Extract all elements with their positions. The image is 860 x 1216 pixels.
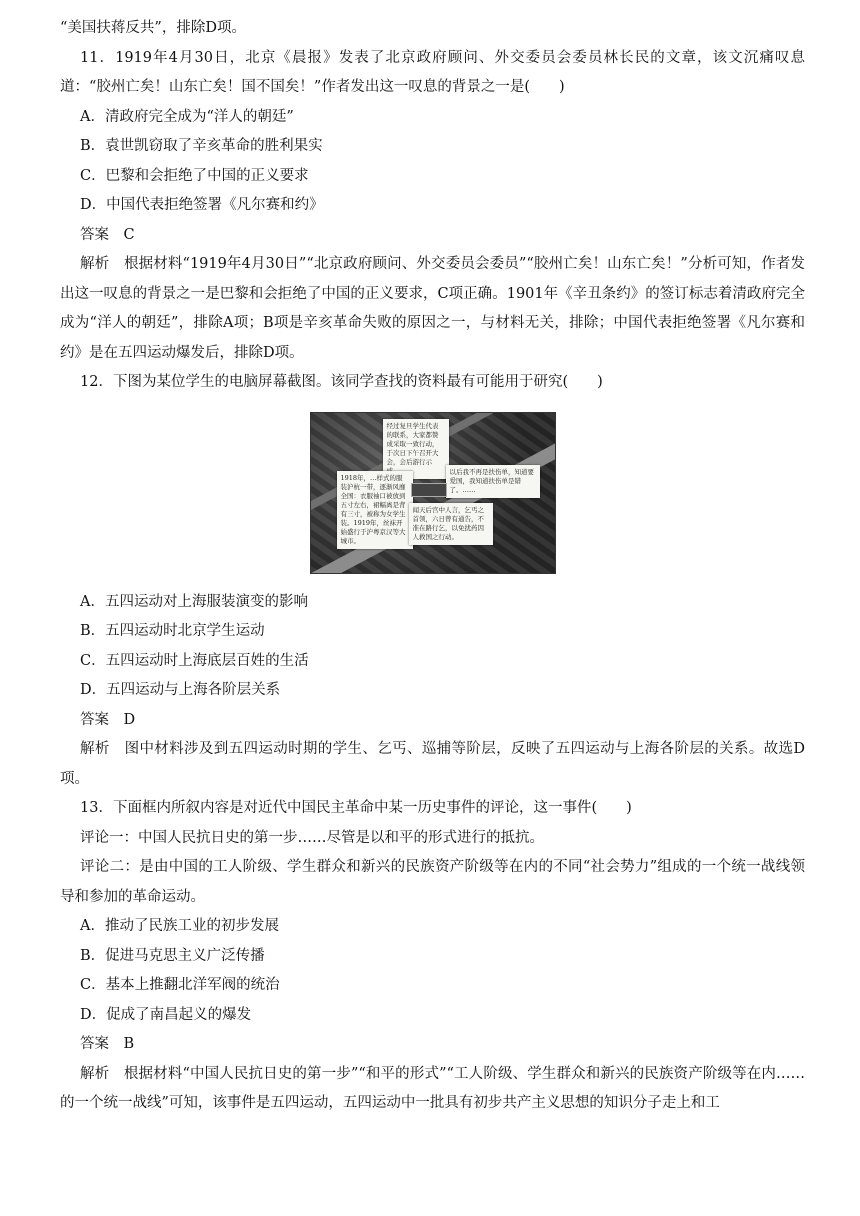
question-13-option-a: A．推动了民族工业的初步发展 <box>80 918 279 934</box>
question-11-answer: 答案 C <box>80 226 135 243</box>
question-13-option-b: B．促进马克思主义广泛传播 <box>80 947 265 964</box>
question-13-stem: 13．下面框内所叙内容是对近代中国民主革命中某一历史事件的评论，这一事件( ) <box>80 800 632 816</box>
screenshot-figure <box>310 412 556 574</box>
question-11-option-c: C．巴黎和会拒绝了中国的正义要求 <box>80 167 309 184</box>
figure-card-fashion: 1918年，…样式的服装沪杭一带，逐渐风靡全国：衣服袖口被放到五寸左右，裙幅离是背有三寸，被称为女学生装。1919年，丝袜开始盛行于沪粤京汉等大城市。 <box>337 471 413 549</box>
figure-card-photo <box>411 483 447 497</box>
question-13-analysis: 解析 根据材料“中国人民抗日史的第一步”“和平的形式”“工人阶级、学生群众和新兴的民族资产阶级等在内……的一个统一战线”可知，该事件是五四运动，五四运动中一批具有初步共产主义思想的知识分子走上和工 <box>60 1065 805 1111</box>
question-12-option-d: D．五四运动与上海各阶层关系 <box>80 682 281 698</box>
question-11-option-a: A．清政府完全成为“洋人的朝廷” <box>80 108 294 125</box>
question-12-option-a: A．五四运动对上海服装演变的影响 <box>80 593 308 610</box>
prev-answer-tail: “美国扶蒋反共”，排除D项。 <box>60 20 246 36</box>
figure-card-fudan: 经过复旦学生代表的联系，大家都赞成采取一致行动，于次日下午召开大会，会后游行示 <box>383 419 449 479</box>
figure-card-beggar-quote: 以后我不再是扶伤单，知道要爱国，我知道扶伤单是错了。…… <box>446 465 540 498</box>
question-11-option-b: B．袁世凯窃取了辛亥革命的胜利果实 <box>80 138 323 154</box>
question-12-option-c: C．五四运动时上海底层百姓的生活 <box>80 652 309 669</box>
question-12-analysis: 解析 图中材料涉及到五四运动时期的学生、乞丐、巡捕等阶层，反映了五四运动与上海各阶层的关系。故选D项。 <box>60 741 805 787</box>
question-13-option-c: C．基本上推翻北洋军阀的统治 <box>80 977 280 993</box>
question-12-stem: 12．下图为某位学生的电脑屏幕截图。该同学查找的资料最有可能用于研究( ) <box>80 374 603 390</box>
figure-card-beggar-notice: 闻天后宫中人言，乞丐之首领，六日曾有通告，不准在路行乞，以免扰药因人救国之行动。 <box>409 503 493 545</box>
question-13-option-d: D．促成了南昌起义的爆发 <box>80 1006 252 1023</box>
question-13-comment-2: 评论二：是由中国的工人阶级、学生群众和新兴的民族资产阶级等在内的不同“社会势力”组成的一个统一战线领导和参加的革命运动。 <box>60 859 805 905</box>
question-13-comment-1: 评论一：中国人民抗日史的第一步……尽管是以和平的形式进行的抵抗。 <box>80 829 544 846</box>
figure-container <box>60 404 805 582</box>
document-page <box>60 14 805 1119</box>
question-11-analysis: 解析 根据材料“1919年4月30日”“北京政府顾问、外交委员会委员”“胶州亡矣！山东亡矣！”分析可知，作者发出这一叹息的背景之一是巴黎和会拒绝了中国的正义要求，C项正确。1901年《辛丑条约》的签订标志着清政府完全成为“洋人的朝廷”，排除A项；B项是辛亥革命失败的原因之一，与材料无关，排除；中国代表拒绝签署《凡尔赛和约》是在五四运动爆发后，排除D项。 <box>60 256 805 361</box>
question-12-option-b: B．五四运动时北京学生运动 <box>80 623 265 639</box>
question-13-answer: 答案 B <box>80 1036 135 1052</box>
question-11-option-d: D．中国代表拒绝签署《凡尔赛和约》 <box>80 197 324 213</box>
question-12-answer: 答案 D <box>80 711 136 728</box>
question-11-stem: 11．1919年4月30日，北京《晨报》发表了北京政府顾问、外交委员会委员林长民的文章，该文沉痛叹息道：“胶州亡矣！山东亡矣！国不国矣！”作者发出这一叹息的背景之一是( ) <box>60 49 805 95</box>
